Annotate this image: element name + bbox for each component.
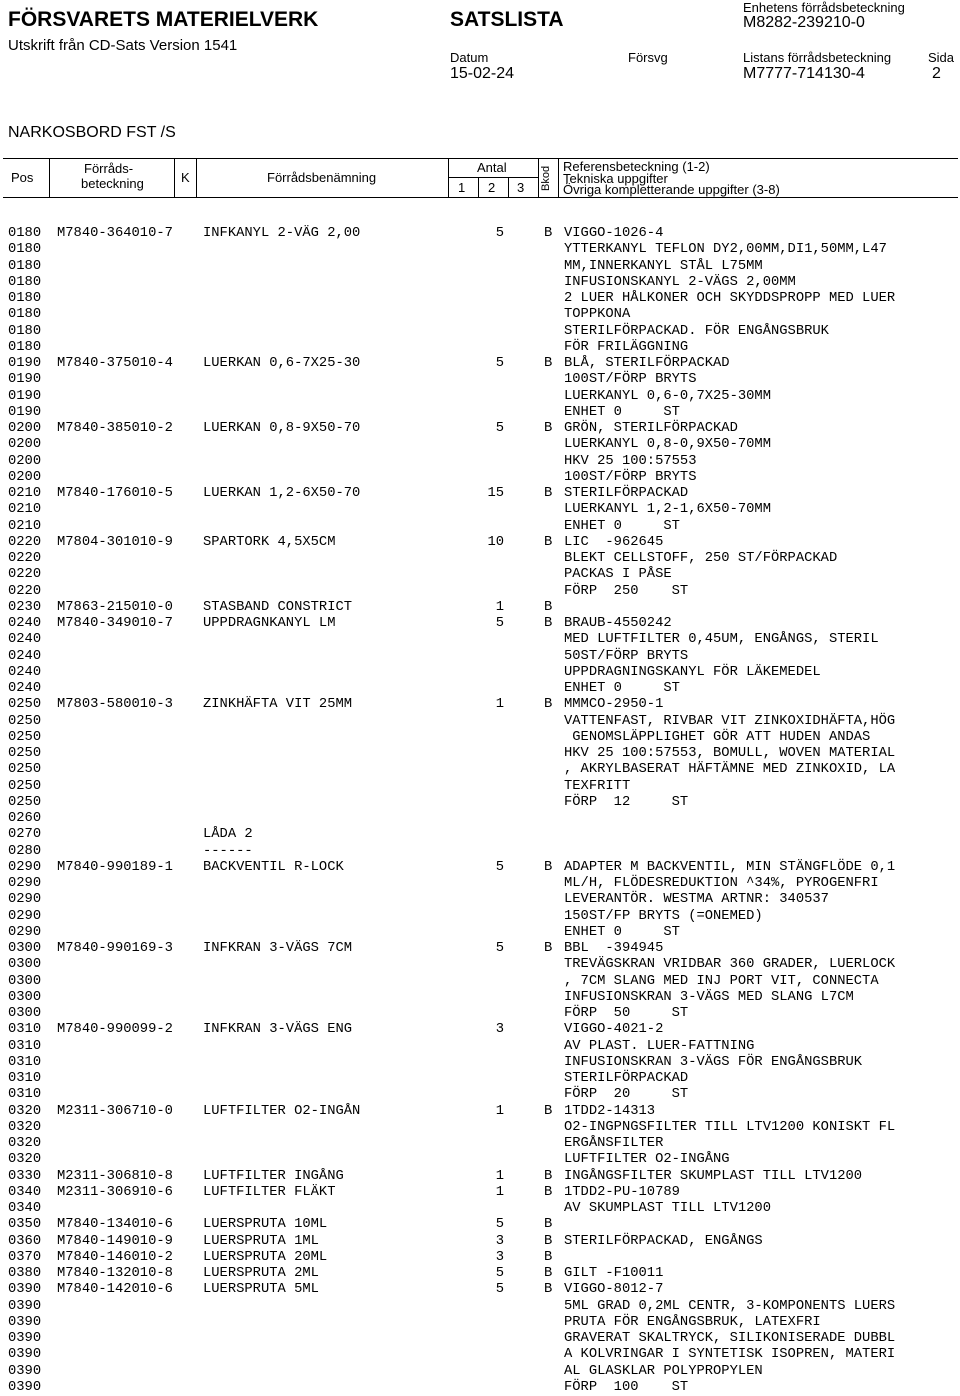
row-reference: TOPPKONA	[564, 307, 631, 323]
row-pos: 0390	[8, 1347, 42, 1363]
row-pos: 0320	[8, 1136, 42, 1151]
col-antal-3: 3	[517, 180, 525, 195]
row-pos: 0300	[8, 989, 42, 1005]
row-quantity: 1	[495, 1168, 504, 1184]
row-reference: 2 LUER HÅLKONER OCH SKYDDSPROPP MED LUER	[564, 291, 896, 306]
row-pos: 0390	[8, 1363, 42, 1379]
row-quantity: 1	[495, 697, 504, 713]
row-reference: VATTENFAST, RIVBAR VIT ZINKOXIDHÄFTA,HÖG	[564, 713, 896, 729]
row-pos: 0200	[8, 437, 42, 453]
row-pos: 0180	[8, 323, 42, 339]
row-reference: BRAUB-4550242	[564, 616, 672, 631]
row-bkod: B	[544, 1233, 553, 1249]
row-bkod: B	[544, 486, 553, 501]
row-reference: ERGÅNSFILTER	[564, 1136, 664, 1151]
row-quantity: 3	[495, 1249, 504, 1265]
row-pos: 0180	[8, 339, 42, 355]
row-name: SPARTORK 4,5X5CM	[203, 534, 336, 550]
row-reference: VIGGO-4021-2	[564, 1022, 664, 1038]
forsvg-label: Försvg	[628, 50, 668, 65]
col-forrad-1: Förråds-	[84, 161, 134, 176]
column-header	[3, 158, 958, 198]
row-pos: 0220	[8, 534, 42, 550]
date-label: Datum	[450, 50, 489, 65]
row-bkod: B	[544, 1266, 553, 1281]
row-pos: 0250	[8, 697, 42, 713]
row-bkod: B	[544, 534, 553, 550]
row-reference: INFUSIONSKANYL 2-VÄGS 2,00MM	[564, 274, 796, 290]
row-bkod: B	[544, 356, 553, 371]
row-pos: 0290	[8, 924, 42, 940]
row-pos: 0340	[8, 1184, 42, 1200]
row-pos: 0300	[8, 957, 42, 973]
row-bkod: B	[544, 697, 553, 713]
row-reference: 50ST/FÖRP BRYTS	[564, 648, 689, 664]
row-name: LUERSPRUTA 2ML	[203, 1266, 319, 1281]
row-bkod: B	[544, 1249, 553, 1265]
row-reference: 1TDD2-14313	[564, 1103, 656, 1119]
row-name: LUERKAN 0,6-7X25-30	[203, 356, 361, 371]
row-reference: ADAPTER M BACKVENTIL, MIN STÄNGFLÖDE 0,1	[564, 859, 896, 875]
col-ref-2: Tekniska uppgifter	[563, 171, 668, 186]
row-reference: INGÅNGSFILTER SKUMPLAST TILL LTV1200	[564, 1168, 863, 1184]
row-name: LUFTFILTER O2-INGÅN	[203, 1103, 361, 1119]
row-reference: ENHET 0 ST	[564, 681, 680, 696]
row-reference: VIGGO-1026-4	[564, 226, 664, 241]
row-article-number: M2311-306710-0	[57, 1103, 173, 1119]
row-reference: AL GLASKLAR POLYPROPYLEN	[564, 1363, 763, 1379]
row-bkod: B	[544, 616, 553, 631]
row-reference: 100ST/FÖRP BRYTS	[564, 372, 697, 388]
row-pos: 0270	[8, 827, 42, 843]
unit-label: Enhetens förrådsbeteckning	[743, 0, 905, 15]
row-reference: O2-INGPNGSFILTER TILL LTV1200 KONISKT FL	[564, 1119, 896, 1135]
row-reference: GRÖN, STERILFÖRPACKAD	[564, 421, 738, 436]
row-pos: 0180	[8, 242, 42, 258]
page-label: Sida	[928, 50, 955, 65]
row-bkod: B	[544, 599, 553, 615]
row-quantity: 5	[495, 1217, 504, 1233]
row-bkod: B	[544, 859, 553, 875]
row-reference: YTTERKANYL TEFLON DY2,00MM,DI1,50MM,L47	[564, 242, 887, 258]
row-bkod: B	[544, 226, 553, 241]
row-article-number: M7840-990189-1	[57, 859, 173, 875]
row-name: LUERSPRUTA 1ML	[203, 1233, 319, 1249]
row-pos: 0350	[8, 1217, 42, 1233]
row-reference: AV PLAST. LUER-FATTNING	[564, 1038, 755, 1054]
row-reference: , AKRYLBASERAT HÄFTÄMNE MED ZINKOXID, LA	[564, 762, 896, 778]
row-reference: MMMCO-2950-1	[564, 697, 664, 713]
row-reference: A KOLVRINGAR I SYNTETISK ISOPREN, MATERI	[564, 1347, 896, 1363]
row-article-number: M7840-146010-2	[57, 1249, 173, 1265]
row-pos: 0180	[8, 258, 42, 274]
row-name: LUERKAN 0,8-9X50-70	[203, 421, 361, 436]
row-quantity: 1	[495, 599, 504, 615]
row-pos: 0310	[8, 1038, 42, 1054]
row-reference: FÖR FRILÄGGNING	[564, 339, 689, 355]
row-pos: 0390	[8, 1314, 42, 1330]
row-reference: FÖRP 250 ST	[564, 583, 689, 599]
row-reference: STERILFÖRPACKAD	[564, 1071, 689, 1086]
row-reference: 1TDD2-PU-10789	[564, 1184, 680, 1200]
row-reference: FÖRP 50 ST	[564, 1006, 689, 1021]
row-name: LUERKAN 1,2-6X50-70	[203, 486, 361, 501]
section-title: NARKOSBORD FST /S	[8, 124, 176, 141]
row-name: LUERSPRUTA 20ML	[203, 1249, 328, 1265]
row-quantity: 1	[495, 1103, 504, 1119]
row-bkod: B	[544, 421, 553, 436]
row-pos: 0310	[8, 1054, 42, 1070]
row-pos: 0210	[8, 486, 42, 501]
row-reference: PRUTA FÖR ENGÅNGSBRUK, LATEXFRI	[564, 1314, 821, 1330]
row-reference: 150ST/FP BRYTS (=ONEMED)	[564, 908, 763, 924]
col-ref-1: Referensbeteckning (1-2)	[563, 159, 710, 174]
row-pos: 0210	[8, 502, 42, 518]
row-reference: 100ST/FÖRP BRYTS	[564, 469, 697, 485]
row-quantity: 5	[495, 859, 504, 875]
row-pos: 0190	[8, 388, 42, 404]
row-name: BACKVENTIL R-LOCK	[203, 859, 344, 875]
row-reference: FÖRP 100 ST	[564, 1379, 689, 1395]
row-pos: 0210	[8, 518, 42, 534]
row-pos: 0190	[8, 404, 42, 420]
row-article-number: M7863-215010-0	[57, 599, 173, 615]
printout-info: Utskrift från CD-Sats Version 1541	[8, 37, 238, 54]
row-pos: 0180	[8, 291, 42, 306]
row-pos: 0320	[8, 1103, 42, 1119]
row-name: LUFTFILTER INGÅNG	[203, 1168, 344, 1184]
col-pos: Pos	[11, 170, 34, 185]
page-value: 2	[932, 65, 941, 82]
row-pos: 0280	[8, 843, 42, 859]
row-pos: 0190	[8, 372, 42, 388]
row-pos: 0240	[8, 681, 42, 696]
date-value: 15-02-24	[450, 65, 515, 82]
row-quantity: 3	[495, 1022, 504, 1038]
row-pos: 0310	[8, 1071, 42, 1086]
row-reference: GILT -F10011	[564, 1266, 664, 1281]
row-quantity: 5	[495, 356, 504, 371]
row-pos: 0360	[8, 1233, 42, 1249]
row-pos: 0250	[8, 794, 42, 810]
row-pos: 0300	[8, 941, 42, 956]
row-pos: 0220	[8, 567, 42, 583]
row-pos: 0250	[8, 778, 42, 794]
row-reference: FÖRP 20 ST	[564, 1087, 689, 1103]
row-reference: STERILFÖRPACKAD	[564, 486, 689, 501]
row-name: LUERSPRUTA 5ML	[203, 1282, 319, 1298]
row-pos: 0290	[8, 859, 42, 875]
row-pos: 0300	[8, 973, 42, 989]
row-reference: TEXFRITT	[564, 778, 631, 794]
row-pos: 0290	[8, 908, 42, 924]
row-pos: 0370	[8, 1249, 42, 1265]
row-bkod: B	[544, 1103, 553, 1119]
row-pos: 0320	[8, 1119, 42, 1135]
row-reference: VIGGO-8012-7	[564, 1282, 664, 1298]
list-value: M7777-714130-4	[743, 65, 865, 82]
row-pos: 0290	[8, 876, 42, 891]
row-pos: 0250	[8, 729, 42, 745]
row-name: INFKANYL 2-VÄG 2,00	[203, 226, 361, 241]
row-pos: 0320	[8, 1152, 42, 1168]
col-k: K	[181, 170, 190, 185]
col-antal-2: 2	[488, 180, 496, 195]
row-reference: ENHET 0 ST	[564, 924, 680, 940]
row-pos: 0240	[8, 632, 42, 648]
row-reference: STERILFÖRPACKAD. FÖR ENGÅNGSBRUK	[564, 323, 829, 339]
row-pos: 0310	[8, 1022, 42, 1038]
row-article-number: M7840-349010-7	[57, 616, 173, 631]
row-reference: , 7CM SLANG MED INJ PORT VIT, CONNECTA	[564, 973, 879, 989]
row-quantity: 5	[495, 1282, 504, 1298]
row-pos: 0330	[8, 1168, 42, 1184]
row-reference: LIC -962645	[564, 534, 664, 550]
row-quantity: 15	[487, 486, 504, 501]
row-article-number: M7840-375010-4	[57, 356, 173, 371]
row-pos: 0220	[8, 583, 42, 599]
row-name: LUERSPRUTA 10ML	[203, 1217, 328, 1233]
row-bkod: B	[544, 1282, 553, 1298]
row-reference: INFUSIONSKRAN 3-VÄGS FÖR ENGÅNGSBRUK	[564, 1054, 863, 1070]
col-name: Förrådsbenämning	[267, 170, 377, 185]
row-pos: 0250	[8, 746, 42, 761]
col-forrad-2: beteckning	[81, 176, 144, 191]
row-pos: 0340	[8, 1201, 42, 1216]
org-title: FÖRSVARETS MATERIELVERK	[8, 8, 319, 31]
row-pos: 0190	[8, 356, 42, 371]
row-quantity: 5	[495, 226, 504, 241]
row-pos: 0200	[8, 453, 42, 469]
row-reference: BBL -394945	[564, 941, 664, 956]
row-reference: LUERKANYL 0,8-0,9X50-70MM	[564, 437, 771, 453]
row-article-number: M7840-364010-7	[57, 226, 173, 241]
row-reference: BLÅ, STERILFÖRPACKAD	[564, 356, 730, 371]
row-pos: 0390	[8, 1282, 42, 1298]
row-pos: 0300	[8, 1006, 42, 1021]
row-pos: 0390	[8, 1379, 42, 1395]
row-reference: FÖRP 12 ST	[564, 794, 689, 810]
row-quantity: 5	[495, 1266, 504, 1281]
row-bkod: B	[544, 1217, 553, 1233]
row-name: ------	[203, 843, 253, 859]
row-reference: LUERKANYL 0,6-0,7X25-30MM	[564, 388, 771, 404]
row-pos: 0240	[8, 648, 42, 664]
row-pos: 0180	[8, 274, 42, 290]
row-bkod: B	[544, 1168, 553, 1184]
row-quantity: 3	[495, 1233, 504, 1249]
doc-type: SATSLISTA	[450, 8, 564, 31]
row-reference: ML/H, FLÖDESREDUKTION ^34%, PYROGENFRI	[564, 876, 879, 891]
row-reference: BLEKT CELLSTOFF, 250 ST/FÖRPACKAD	[564, 551, 838, 566]
row-article-number: M7840-142010-6	[57, 1282, 173, 1298]
row-reference: UPPDRAGNINGSKANYL FÖR LÄKEMEDEL	[564, 664, 821, 680]
col-antal-1: 1	[458, 180, 466, 195]
row-article-number: M7840-176010-5	[57, 486, 173, 501]
row-reference: ENHET 0 ST	[564, 404, 680, 420]
list-label: Listans förrådsbeteckning	[743, 50, 892, 65]
row-pos: 0250	[8, 713, 42, 729]
row-quantity: 1	[495, 1184, 504, 1200]
row-reference: INFUSIONSKRAN 3-VÄGS MED SLANG L7CM	[564, 989, 854, 1005]
row-reference: PACKAS I PÅSE	[564, 567, 672, 583]
row-reference: HKV 25 100:57553, BOMULL, WOVEN MATERIAL	[564, 746, 896, 761]
row-reference: LEVERANTÖR. WESTMA ARTNR: 340537	[564, 892, 829, 908]
row-article-number: M7804-301010-9	[57, 534, 173, 550]
row-name: UPPDRAGNKANYL LM	[203, 616, 336, 631]
row-quantity: 5	[495, 941, 504, 956]
row-pos: 0290	[8, 892, 42, 908]
row-article-number: M7840-132010-8	[57, 1266, 173, 1281]
row-article-number: M7803-580010-3	[57, 697, 173, 713]
row-quantity: 5	[495, 616, 504, 631]
row-reference: STERILFÖRPACKAD, ENGÅNGS	[564, 1233, 763, 1249]
row-pos: 0310	[8, 1087, 42, 1103]
row-reference: LUFTFILTER O2-INGÅNG	[564, 1152, 730, 1168]
row-reference: GRAVERAT SKALTRYCK, SILIKONISERADE DUBBL	[564, 1331, 896, 1346]
row-pos: 0220	[8, 551, 42, 566]
row-reference: GENOMSLÄPPLIGHET GÖR ATT HUDEN ANDAS	[564, 729, 871, 745]
row-pos: 0380	[8, 1266, 42, 1281]
row-article-number: M7840-990169-3	[57, 941, 173, 956]
row-article-number: M7840-990099-2	[57, 1022, 173, 1038]
row-quantity: 5	[495, 421, 504, 436]
row-article-number: M2311-306910-6	[57, 1184, 173, 1200]
row-reference: AV SKUMPLAST TILL LTV1200	[564, 1201, 771, 1216]
unit-value: M8282-239210-0	[743, 14, 865, 31]
row-pos: 0180	[8, 226, 42, 241]
row-name: LÅDA 2	[203, 827, 253, 843]
row-pos: 0250	[8, 762, 42, 778]
row-bkod: B	[544, 1184, 553, 1200]
row-reference: LUERKANYL 1,2-1,6X50-70MM	[564, 502, 771, 518]
col-ref-3: Övriga kompletterande uppgifter (3-8)	[563, 182, 780, 197]
row-article-number: M7840-149010-9	[57, 1233, 173, 1249]
row-reference: HKV 25 100:57553	[564, 453, 697, 469]
row-pos: 0180	[8, 307, 42, 323]
row-pos: 0260	[8, 811, 42, 826]
row-name: ZINKHÄFTA VIT 25MM	[203, 697, 353, 713]
row-article-number: M7840-385010-2	[57, 421, 173, 436]
col-bkod: Bkod	[540, 165, 552, 191]
row-bkod: B	[544, 941, 553, 956]
row-pos: 0240	[8, 664, 42, 680]
row-name: STASBAND CONSTRICT	[203, 599, 353, 615]
row-reference: MED LUFTFILTER 0,45UM, ENGÅNGS, STERIL	[564, 632, 879, 648]
row-pos: 0390	[8, 1331, 42, 1346]
row-pos: 0240	[8, 616, 42, 631]
row-reference: 5ML GRAD 0,2ML CENTR, 3-KOMPONENTS LUERS	[564, 1298, 896, 1314]
row-quantity: 10	[487, 534, 504, 550]
row-pos: 0200	[8, 421, 42, 436]
row-reference: TREVÄGSKRAN VRIDBAR 360 GRADER, LUERLOCK	[564, 957, 896, 973]
row-reference: MM,INNERKANYL STÅL L75MM	[564, 258, 763, 274]
row-pos: 0200	[8, 469, 42, 485]
row-article-number: M7840-134010-6	[57, 1217, 173, 1233]
row-reference: ENHET 0 ST	[564, 518, 680, 534]
row-name: INFKRAN 3-VÄGS ENG	[203, 1022, 353, 1038]
row-article-number: M2311-306810-8	[57, 1168, 173, 1184]
row-name: INFKRAN 3-VÄGS 7CM	[203, 941, 353, 956]
col-antal: Antal	[477, 160, 507, 175]
row-pos: 0390	[8, 1298, 42, 1314]
row-name: LUFTFILTER FLÄKT	[203, 1184, 336, 1200]
row-pos: 0230	[8, 599, 42, 615]
